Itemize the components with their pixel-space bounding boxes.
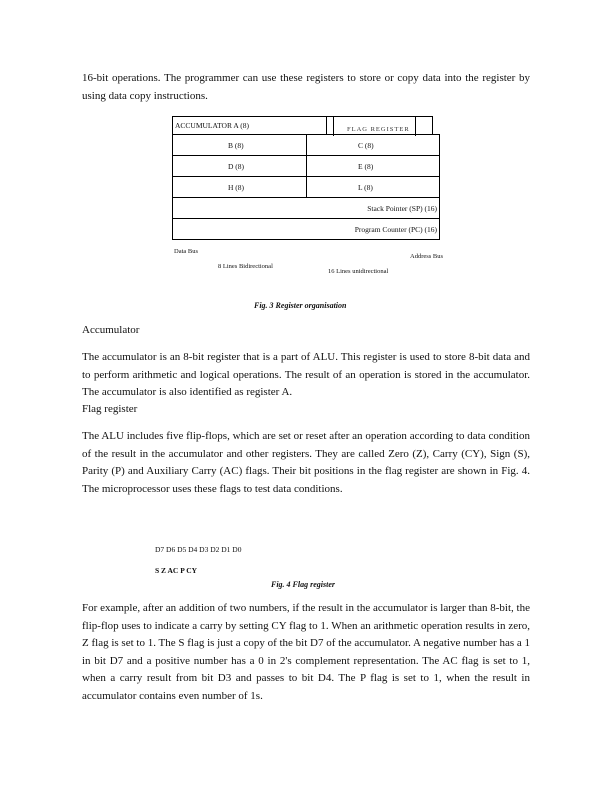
register-row-hl	[172, 176, 440, 198]
program-counter-label: Program Counter (PC) (16)	[354, 225, 437, 234]
data-bus-label: Data Bus	[174, 248, 199, 255]
register-h: H (8)	[228, 183, 245, 192]
flag-register-paragraph: The ALU includes five flip-flops, which are set or reset after an operation according to data condition of the result in the accumulator and other registers. They are called Zero (Z), Carry (CY), Sign (S), Parity (P) and Auxiliary Carry (AC) flags. Their bit positions in the flag register are shown in Fig. 4. The microprocessor uses these flags to test data conditions.	[82, 430, 530, 495]
flag-register-cell	[326, 116, 433, 135]
program-counter-cell	[172, 218, 440, 240]
register-d: D (8)	[228, 162, 245, 171]
register-b: B (8)	[228, 141, 244, 150]
accumulator-cell	[172, 116, 327, 135]
register-row-bc	[172, 134, 440, 156]
register-l: L (8)	[358, 183, 373, 192]
data-lines-label: 8 Lines Bidirectional	[218, 263, 273, 270]
figure-4-caption: Fig. 4 Flag register	[271, 580, 336, 589]
flag-names: S Z AC P CY	[155, 566, 198, 575]
flag-bit-positions: D7 D6 D5 D4 D3 D2 D1 D0	[155, 545, 242, 554]
example-paragraph: For example, after an addition of two numbers, if the result in the accumulator is larger than 8-bit, the flip-flop uses to indicate a carry by setting CY flag to 1. When an arithmetic operation results in zero, Z flag is set to 1. The S flag is just a copy of the bit D7 of the accumulator. A negative number has a 1 in bit D7 and a positive number has a 0 in 2's complement representation. The AC flag is set to 1, when a carry result from bit D3 and passes to bit D4. The P flag is set to 1, when the result in accumulator contains even number of 1s.	[82, 602, 530, 702]
figure-3-caption: Fig. 3 Register organisation	[254, 301, 347, 310]
register-c: C (8)	[358, 141, 374, 150]
register-row-de	[172, 155, 440, 177]
register-e: E (8)	[358, 162, 374, 171]
accumulator-label: ACCUMULATOR A (8)	[175, 121, 250, 130]
stack-pointer-label: Stack Pointer (SP) (16)	[367, 204, 437, 213]
address-bus-label: Address Bus	[410, 253, 444, 260]
intro-paragraph: 16-bit operations. The programmer can use these registers to store or copy data into the register by using data copy instructions.	[82, 72, 530, 102]
address-lines-label: 16 Lines unidirectional	[328, 268, 389, 275]
accumulator-paragraph: The accumulator is an 8-bit register that is a part of ALU. This register is used to store 8-bit data and to perform arithmetic and logical operations. The result of an operation is stored in the accumulator. The accumulator is also identified as register A.	[82, 351, 530, 399]
flag-register-heading: Flag register	[82, 403, 138, 415]
flag-register-label: FLAG REGISTER	[347, 126, 410, 133]
stack-pointer-cell	[172, 197, 440, 219]
accumulator-heading: Accumulator	[82, 324, 140, 336]
